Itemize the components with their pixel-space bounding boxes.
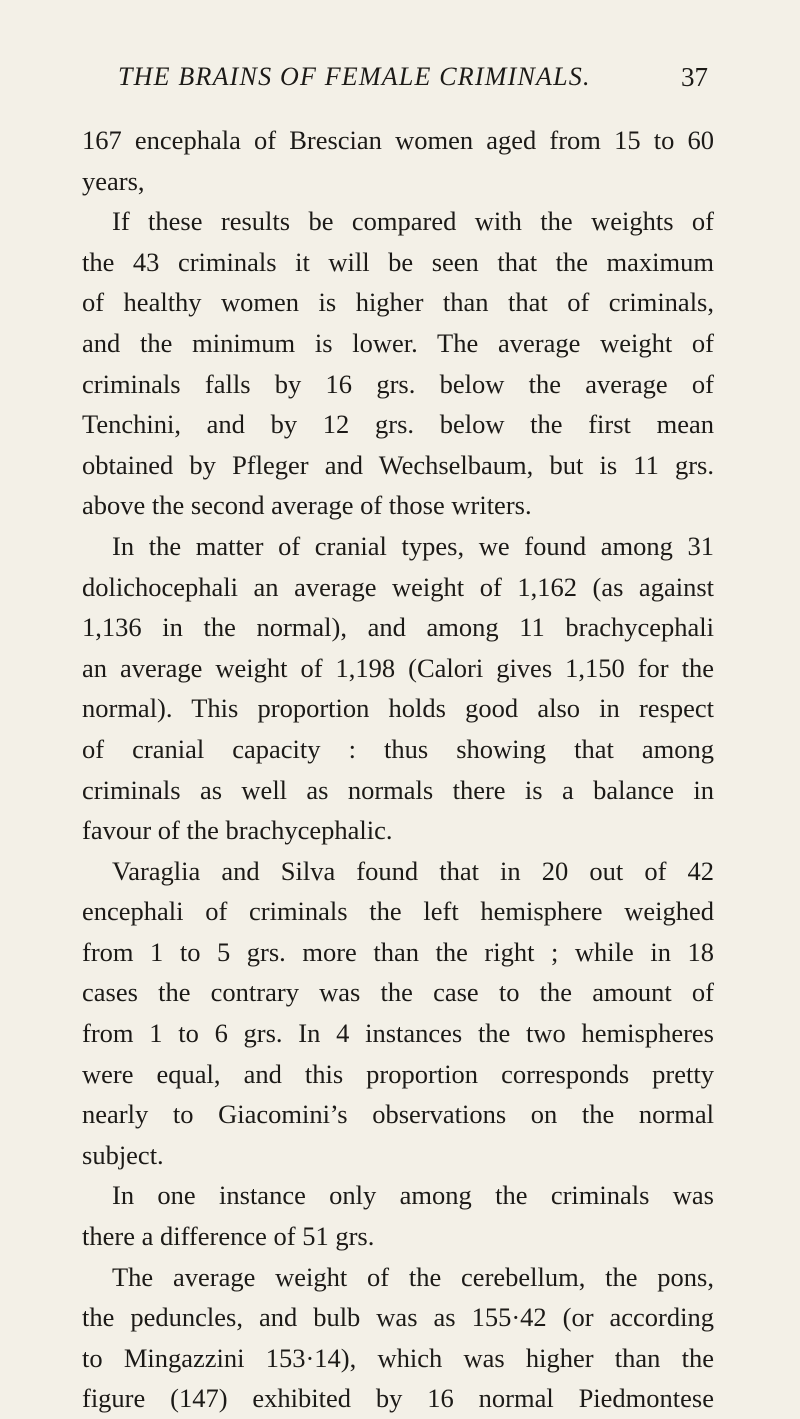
text-line: an average weight of 1,198 (Calori gives 1,150 for the: [82, 652, 714, 683]
text-line: years,: [82, 165, 145, 196]
text-line: to Mingazzini 153·14), which was higher than the: [82, 1342, 714, 1373]
text-line: favour of the brachycephalic.: [82, 815, 393, 846]
text-line: Tenchini, and by 12 grs. below the first mean: [82, 409, 714, 440]
text-line: of healthy women is higher than that of criminals,: [82, 287, 714, 318]
text-line: and the minimum is lower. The average weight of: [82, 327, 714, 358]
paragraph-start-line: The average weight of the cerebellum, the pons,: [112, 1261, 714, 1292]
text-line: criminals falls by 16 grs. below the average of: [82, 368, 714, 399]
running-title: THE BRAINS OF FEMALE CRIMINALS.: [118, 62, 591, 91]
text-line: subject.: [82, 1139, 164, 1170]
text-line: figure (147) exhibited by 16 normal Piedmontese: [82, 1383, 714, 1414]
text-line: from 1 to 6 grs. In 4 instances the two hemispheres: [82, 1018, 714, 1049]
text-line: criminals as well as normals there is a balance in: [82, 774, 714, 805]
text-line: from 1 to 5 grs. more than the right ; while in 18: [82, 936, 714, 967]
paragraph-start-line: If these results be compared with the weights of: [112, 206, 714, 237]
paragraph-start-line: In the matter of cranial types, we found among 31: [112, 530, 714, 561]
text-line: 167 encephala of Brescian women aged from 15 to 60: [82, 125, 714, 155]
text-line: dolichocephali an average weight of 1,162 (as against: [82, 571, 714, 602]
text-line: encephali of criminals the left hemisphere weighed: [82, 896, 714, 927]
text-line: cases the contrary was the case to the amount of: [82, 977, 714, 1008]
page-number: 37: [681, 62, 708, 92]
text-line: the peduncles, and bulb was as 155·42 (or according: [82, 1302, 714, 1333]
text-line: normal). This proportion holds good also in respect: [82, 693, 714, 724]
text-line: were equal, and this proportion corresponds pretty: [82, 1058, 714, 1089]
text-line: obtained by Pfleger and Wechselbaum, but is 11 grs.: [82, 449, 714, 480]
text-line: there a difference of 51 grs.: [82, 1221, 375, 1252]
paragraph-start-line: Varaglia and Silva found that in 20 out of 42: [112, 855, 714, 886]
text-line: of cranial capacity : thus showing that among: [82, 733, 714, 764]
body-text: [82, 120, 714, 1419]
paragraph-start-line: In one instance only among the criminals was: [112, 1180, 714, 1211]
text-line: 1,136 in the normal), and among 11 brachycephali: [82, 612, 714, 643]
text-line: nearly to Giacomini’s observations on the normal: [82, 1099, 714, 1130]
running-head: [118, 62, 708, 102]
text-line: above the second average of those writers.: [82, 490, 532, 521]
text-line: the 43 criminals it will be seen that the maximum: [82, 246, 714, 277]
